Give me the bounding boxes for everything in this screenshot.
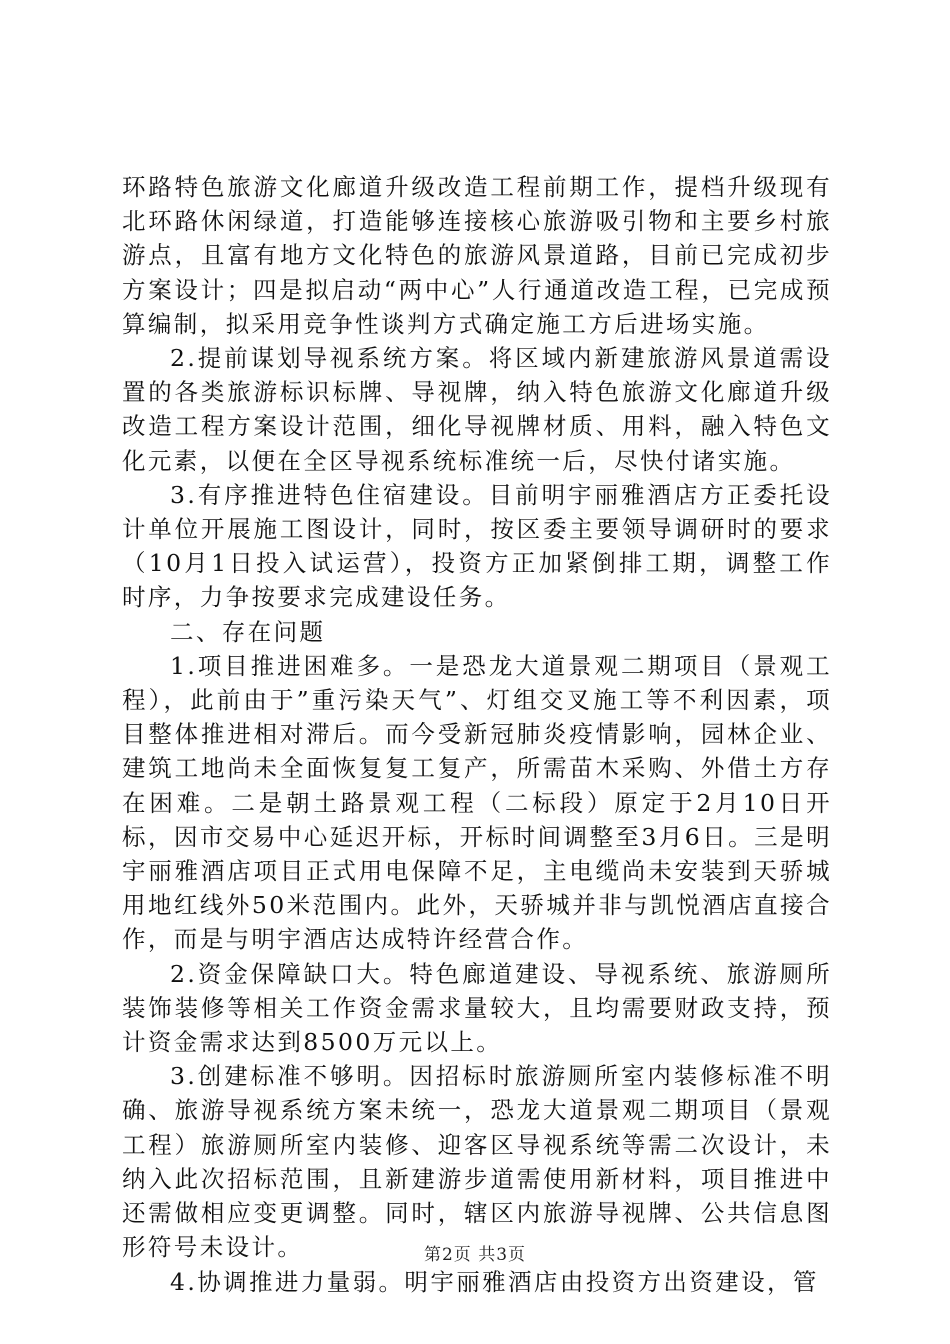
paragraph-standards-unclear: 3.创建标准不够明。因招标时旅游厕所室内装修标准不明确、旅游导视系统方案未统一，恐龙大道景观二期项目（景观工程）旅游厕所室内装修、迎客区导视系统等需二次设计，未纳入此次招标范围，且新建游步道需使用新材料，项目推进中还需做相应变更调整。同时，辖区内旅游导视牌、公共信息图形符号未设计。: [122, 1062, 832, 1262]
paragraph-funding-gap: 2.资金保障缺口大。特色廊道建设、导视系统、旅游厕所装饰装修等相关工作资金需求量较大，且均需要财政支持，预计资金需求达到8500万元以上。: [122, 959, 832, 1057]
section-heading-problems: 二、存在问题: [170, 617, 326, 646]
paragraph-accommodation: 3.有序推进特色住宿建设。目前明宇丽雅酒店方正委托设计单位开展施工图设计，同时，按区委主要领导调研时的要求（10月1日投入试运营），投资方正加紧倒排工期，调整工作时序，力争按要求完成建设任务。: [122, 480, 832, 612]
paragraph-guide-system: 2.提前谋划导视系统方案。将区域内新建旅游风景道需设置的各类旅游标识标牌、导视牌，纳入特色旅游文化廊道升级改造工程方案设计范围，细化导视牌材质、用料，融入特色文化元素，以便在全区导视系统标准统一后，尽快付诸实施。: [122, 344, 832, 475]
page-number-footer: 第2页 共3页: [423, 1245, 527, 1265]
paragraph-coordination-weak: 4.协调推进力量弱。明宇丽雅酒店由投资方出资建设，管: [170, 1267, 819, 1296]
paragraph-continued: 环路特色旅游文化廊道升级改造工程前期工作，提档升级现有北环路休闲绿道，打造能够连接核心旅游吸引物和主要乡村旅游点，且富有地方文化特色的旅游风景道路，目前已完成初步方案设计；四是拟启动“两中心”人行通道改造工程，已完成预算编制，拟采用竞争性谈判方式确定施工方后进场实施。: [122, 173, 832, 338]
document-body: [122, 170, 832, 1299]
paragraph-project-difficulties: 1.项目推进困难多。一是恐龙大道景观二期项目（景观工程），此前由于”重污染天气”、灯组交叉施工等不利因素，项目整体推进相对滞后。而今受新冠肺炎疫情影响，园林企业、建筑工地尚未全面恢复复工复产，所需苗木采购、外借土方存在困难。二是朝土路景观工程（二标段）原定于2月10日开标，因市交易中心延迟开标，开标时间调整至3月6日。三是明宇丽雅酒店项目正式用电保障不足，主电缆尚未安装到天骄城用地红线外50米范围内。此外，天骄城并非与凯悦酒店直接合作，而是与明宇酒店达成特许经营合作。: [122, 651, 832, 954]
